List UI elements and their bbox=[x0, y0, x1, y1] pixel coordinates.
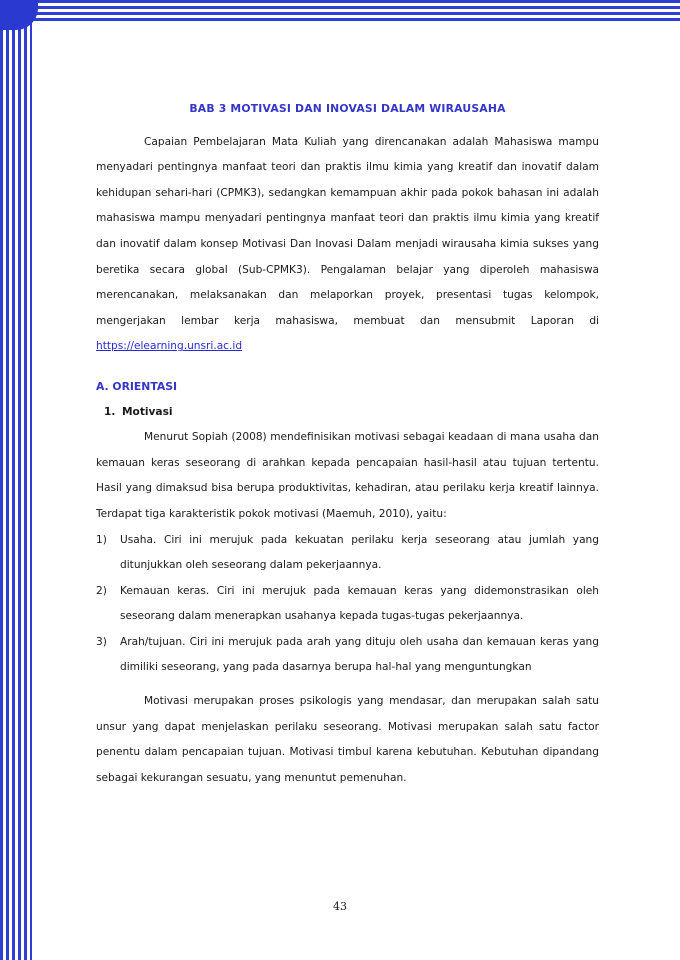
chapter-title: BAB 3 MOTIVASI DAN INOVASI DALAM WIRAUSAHA bbox=[189, 102, 506, 115]
list-item-number: 1) bbox=[96, 533, 107, 546]
list-item-text: Kemauan keras. Ciri ini merujuk pada kemauan keras yang didemonstrasikan oleh seseorang dalam menerapkan usahanya kepada tugas-tugas pekerjaannya. bbox=[120, 584, 599, 623]
list-item-number: 2) bbox=[96, 584, 107, 597]
list-item bbox=[96, 630, 599, 681]
subsection-title: Motivasi bbox=[122, 405, 173, 418]
intro-paragraph bbox=[96, 130, 599, 360]
page-number: 43 bbox=[333, 900, 347, 913]
subsection-number: 1. bbox=[104, 405, 116, 418]
list-item-text: Usaha. Ciri ini merujuk pada kekuatan perilaku kerja seseorang atau jumlah yang ditunjukkan oleh seseorang dalam pekerjaannya. bbox=[120, 533, 599, 572]
motivation-definition-paragraph: Menurut Sopiah (2008) mendefinisikan motivasi sebagai keadaan di mana usaha dan kemauan keras seseorang di arahkan kepada pencapaian hasil-hasil atau tujuan tertentu. Hasil yang dimaksud bisa berupa produktivitas, kehadiran, atau perilaku kerja kreatif lainnya. Terdapat tiga karakteristik pokok motivasi (Maemuh, 2010), yaitu: bbox=[96, 431, 599, 520]
page-content bbox=[96, 96, 599, 791]
elearning-link[interactable]: https://elearning.unsri.ac.id bbox=[96, 340, 243, 353]
top-stripe-decoration bbox=[0, 0, 680, 24]
subsection-heading bbox=[96, 400, 599, 426]
left-stripe-decoration bbox=[0, 0, 32, 960]
list-item-text: Arah/tujuan. Ciri ini merujuk pada arah yang dituju oleh usaha dan kemauan keras yang dimiliki seseorang, yang pada dasarnya berupa hal-hal yang menguntungkan bbox=[120, 635, 599, 674]
list-item-number: 3) bbox=[96, 635, 107, 648]
characteristics-list bbox=[96, 528, 599, 682]
corner-decoration bbox=[0, 0, 38, 30]
motivation-process-paragraph: Motivasi merupakan proses psikologis yang mendasar, dan merupakan salah satu unsur yang dapat menjelaskan perilaku seseorang. Motivasi merupakan salah satu factor penentu dalam pencapaian tujuan. Motivasi timbul karena kebutuhan. Kebutuhan dipandang sebagai kekurangan sesuatu, yang menuntut pemenuhan. bbox=[96, 695, 599, 784]
list-item bbox=[96, 528, 599, 579]
list-item bbox=[96, 579, 599, 630]
section-heading: A. ORIENTASI bbox=[96, 379, 178, 393]
intro-text: Capaian Pembelajaran Mata Kuliah yang direncanakan adalah Mahasiswa mampu menyadari pentingnya manfaat teori dan praktis ilmu kimia yang kreatif dan inovatif dalam kehidupan sehari-hari (CPMK3), sedangkan kemampuan akhir pada pokok bahasan ini adalah mahasiswa mampu menyadari pentingnya manfaat teori dan praktis ilmu kimia yang kreatif dan inovatif dalam konsep Motivasi Dan Inovasi Dalam menjadi wirausaha kimia sukses yang beretika secara global (Sub-CPMK3). Pengalaman belajar yang diperoleh mahasiswa merencanakan, melaksanakan dan melaporkan proyek, presentasi tugas kelompok, mengerjakan lembar kerja mahasiswa, membuat dan mensubmit Laporan di bbox=[96, 135, 599, 327]
